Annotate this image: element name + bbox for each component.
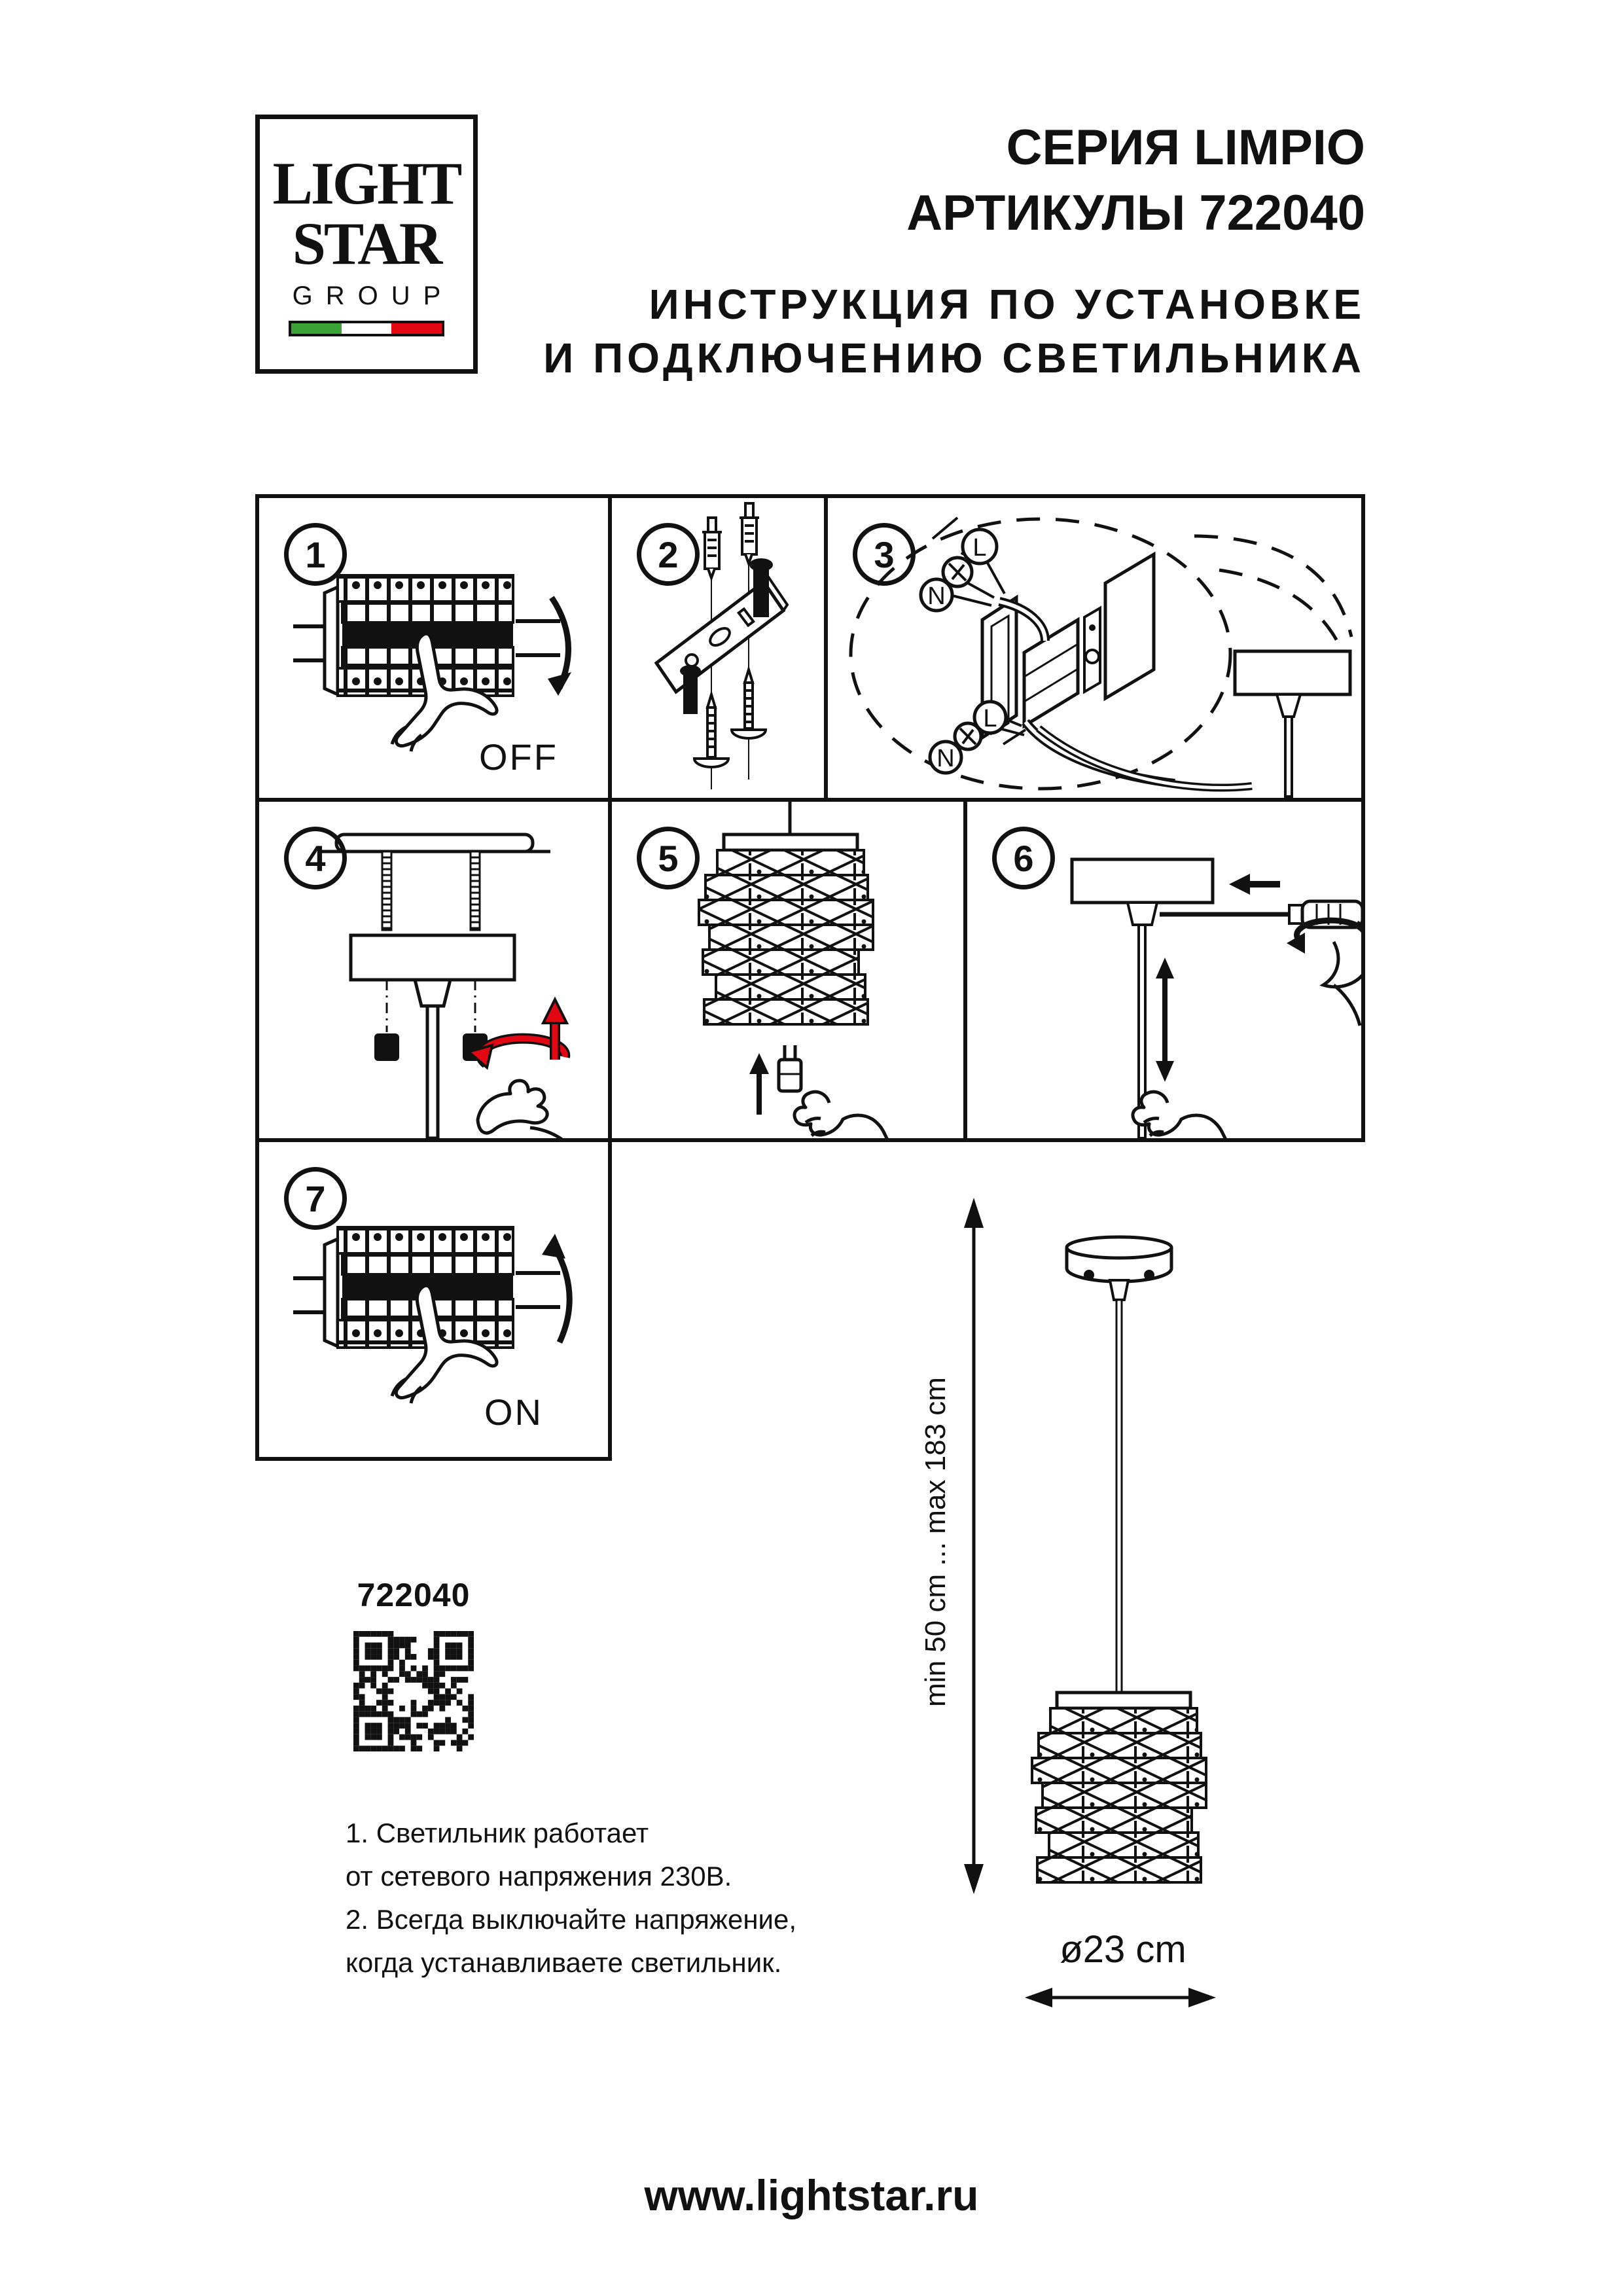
qr-code [353, 1631, 474, 1751]
website-url: www.lightstar.ru [644, 2171, 979, 2219]
step-number: 4 [284, 827, 347, 889]
article-number: 722040 [357, 1577, 471, 1613]
off-label: OFF [479, 736, 558, 778]
note-line: от сетевого напряжения 230В. [346, 1861, 732, 1892]
instruction-title-line1: ИНСТРУКЦИЯ ПО УСТАНОВКЕ [649, 281, 1365, 328]
italy-flag-icon [289, 321, 444, 336]
step-panel-5 [608, 798, 967, 1142]
diameter-dimension-label: ø23 cm [1060, 1928, 1186, 1971]
height-dimension-label: min 50 cm ... max 183 cm [919, 1377, 952, 1707]
flag-white-stripe [342, 323, 392, 334]
instruction-title-line2: И ПОДКЛЮЧЕНИЮ СВЕТИЛЬНИКА [543, 334, 1365, 382]
neutral-label: N [936, 745, 955, 772]
on-label: ON [484, 1391, 543, 1433]
step-panel-1 [255, 494, 612, 802]
brand-logo [255, 115, 478, 374]
step-panel-4 [255, 798, 612, 1142]
logo-word-group: GROUP [292, 281, 454, 310]
logo-word-star: STAR [292, 210, 441, 277]
live-label: L [972, 534, 987, 562]
note-line: когда устанавливаете светильник. [346, 1947, 782, 1978]
step-number: 6 [992, 827, 1055, 889]
pendant-dimension-drawing [903, 1172, 1335, 2036]
flag-green-stripe [291, 323, 342, 334]
step-number: 2 [637, 523, 700, 586]
step-number: 7 [284, 1167, 347, 1230]
logo-word-light: LIGHT [272, 150, 461, 217]
step-panel-2 [608, 494, 828, 802]
note-line: 2. Всегда выключайте напряжение, [346, 1904, 797, 1935]
series-title: СЕРИЯ LIMPIO [1006, 120, 1365, 175]
step-panel-7 [255, 1138, 612, 1461]
article-title: АРТИКУЛЫ 722040 [906, 185, 1365, 241]
step-number: 3 [853, 523, 916, 586]
live-label: L [983, 705, 997, 732]
neutral-label: N [927, 583, 946, 610]
note-line: 1. Светильник работает [346, 1818, 649, 1848]
step-panel-6 [963, 798, 1365, 1142]
flag-red-stripe [391, 323, 442, 334]
step-panel-3 [824, 494, 1365, 802]
notes [346, 1812, 796, 1984]
step-number: 5 [637, 827, 700, 889]
step-number: 1 [284, 523, 347, 586]
